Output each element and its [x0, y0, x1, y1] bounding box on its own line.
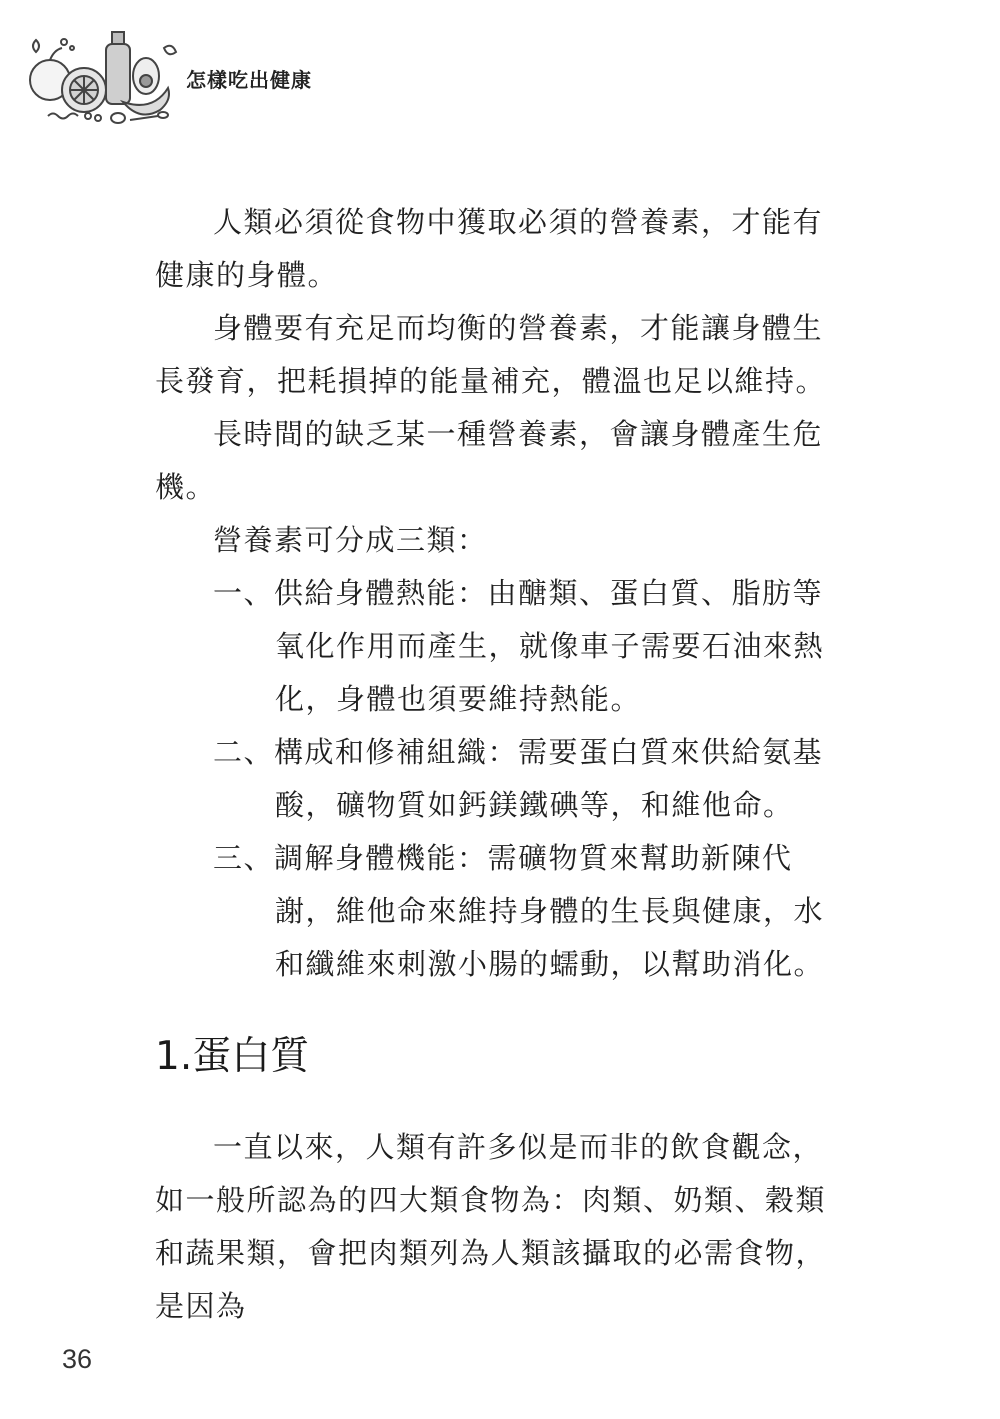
running-header — [18, 18, 338, 138]
book-title: 怎樣吃出健康 — [186, 68, 312, 92]
list-item: 一、供給身體熱能：由醣類、蛋白質、脂肪等氧化作用而產生，就像車子需要石油來熱化，身體也須要維持熱能。 — [213, 576, 825, 716]
paragraph: 營養素可分成三類： — [213, 523, 488, 557]
page-number: 36 — [62, 1344, 93, 1374]
list-item: 二、構成和修補組織：需要蛋白質來供給氨基酸，礦物質如鈣鎂鐵碘等，和維他命。 — [213, 735, 824, 822]
body-text-2 — [155, 1121, 850, 1333]
paragraph: 身體要有充足而均衡的營養素，才能讓身體生長發育，把耗損掉的能量補充，體溫也足以維持。 — [155, 311, 827, 398]
vegetables-fruits-bottle-icon — [18, 18, 183, 133]
paragraph: 一直以來，人類有許多似是而非的飲食觀念，如一般所認為的四大類食物為：肉類、奶類、穀類和蔬果類，會把肉類列為人類該攝取的必需食物，是因為 — [155, 1130, 827, 1323]
list-item: 三、調解身體機能：需礦物質來幫助新陳代謝，維他命來維持身體的生長與健康，水和纖維來刺激小腸的蠕動，以幫助消化。 — [213, 841, 825, 981]
section-heading: 1.蛋白質 — [155, 1034, 310, 1079]
paragraph: 長時間的缺乏某一種營養素，會讓身體產生危機。 — [155, 417, 824, 504]
paragraph: 人類必須從食物中獲取必須的營養素，才能有健康的身體。 — [155, 205, 824, 292]
body-text — [155, 196, 850, 991]
